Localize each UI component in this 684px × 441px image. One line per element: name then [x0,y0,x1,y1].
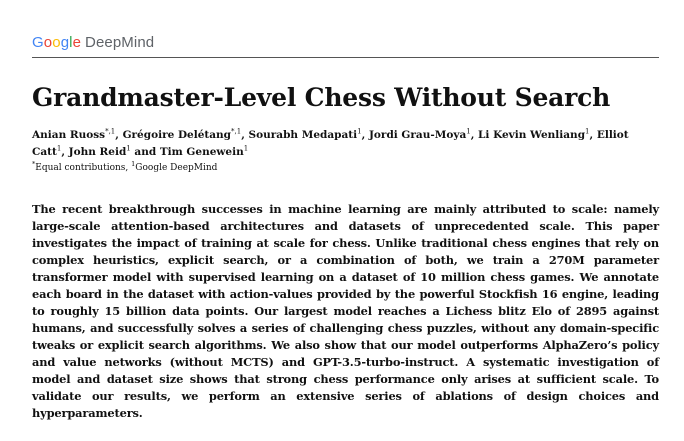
author-separator: , [61,146,69,158]
affiliation-line [32,160,218,173]
deepmind-wordmark: DeepMind [85,34,155,51]
header-divider [32,57,659,58]
author-affiliation-mark: *,1 [105,127,116,136]
author-name: Sourabh Medapati [248,129,358,141]
author-affiliation-mark: 1 [357,127,362,136]
author-separator: , [361,129,369,141]
google-letter: e [72,34,82,51]
author-name: John Reid [68,146,127,158]
author-name: Anian Ruoss [32,129,106,141]
google-wordmark [32,34,81,51]
author-affiliation-mark: 1 [466,127,471,136]
paper-title: Grandmaster-Level Chess Without Search [32,83,611,112]
author-affiliation-mark: 1 [585,127,590,136]
google-deepmind-logo [32,34,154,51]
author-name: Li Kevin Wenliang [478,129,586,141]
abstract: The recent breakthrough successes in machine learning are mainly attributed to scale: namely large-scale attention-based architectures and datasets of unprecedented scale. This paper investigates the impact of training at scale for chess. Unlike traditional chess engines that rely on complex heuristics, explicit search, or a combination of both, we train a 270M parameter transformer model with supervised learning on a dataset of 10 million chess games. We annotate each board in the dataset with action-values provided by the powerful Stockfish 16 engine, leading to roughly 15 billion data points. Our largest model reaches a Lichess blitz Elo of 2895 against humans, and successfully solves a series of challenging chess puzzles, without any domain-specific tweaks or explicit search algorithms. We also show that our model outperforms AlphaZero’s policy and value networks (without MCTS) and GPT-3.5-turbo-instruct. A systematic investigation of model and dataset size shows that strong chess performance only arises at sufficient scale. To validate our results, we perform an extensive series of ablations of design choices and hyperparameters. [32,202,659,420]
author-name: Tim Genewein [159,146,244,158]
author-separator: , [241,129,249,141]
google-letter: g [60,34,70,51]
equal-contribution-text: Equal contributions, [35,163,132,173]
author-list [32,127,659,161]
author-separator: , [589,129,597,141]
author-affiliation-mark: 1 [243,144,249,153]
author-separator: , [115,129,123,141]
equal-contribution-mark: * [32,160,36,168]
affiliation-text: Google DeepMind [135,163,218,173]
affiliation-mark: 1 [131,160,136,168]
author-affiliation-mark: *,1 [231,127,242,136]
author-affiliation-mark: 1 [56,144,62,153]
google-letter: o [43,34,53,51]
author-affiliation-mark: 1 [126,144,131,153]
google-letter: o [52,34,61,51]
author-name: Elliot Catt [32,129,629,158]
author-separator: and [130,146,160,158]
google-letter: l [69,34,73,51]
author-separator: , [470,129,479,141]
google-letter: G [32,34,44,51]
author-name: Jordi Grau-Moya [368,129,467,141]
author-name: Grégoire Delétang [122,129,232,141]
